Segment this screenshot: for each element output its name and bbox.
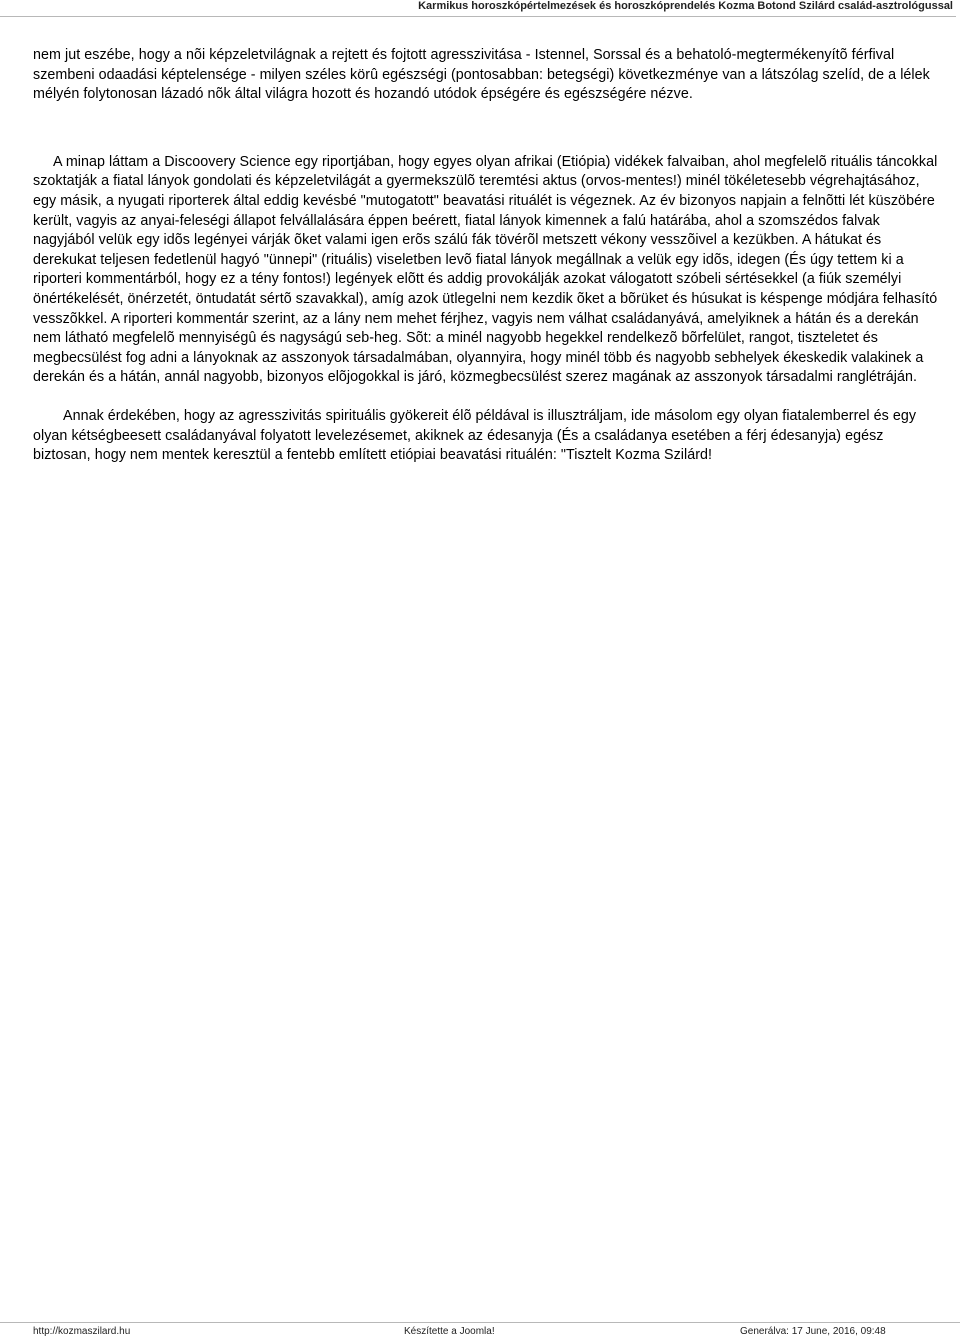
header-title: Karmikus horoszkópértelmezések és horoszkóprendelés Kozma Botond Szilárd család-asztrológussal (418, 0, 953, 12)
article-body (33, 46, 945, 466)
footer-generated-date: Generálva: 17 June, 2016, 09:48 (740, 1326, 886, 1337)
page-header (0, 0, 956, 17)
footer-url-link[interactable]: http://kozmaszilard.hu (33, 1326, 131, 1337)
page-footer (0, 1322, 960, 1339)
footer-credit: Készítette a Joomla! (404, 1326, 495, 1337)
paragraph: nem jut eszébe, hogy a nõi képzeletvilágnak a rejtett és fojtott agresszivitása - Istennel, Sorssal és a behatoló-megtermékenyítõ férfival szembeni odaadási képtelensége - milyen széles körû egészségi (pontosabban: betegségi) következménye van a látszólag szelíd, de a lélek mélyén folytonosan lázadó nõk által világra hozott és hozandó utódok épségére és egészségére nézve. (33, 47, 930, 103)
paragraph: A minap láttam a Discoovery Science egy riportjában, hogy egyes olyan afrikai (Etiópia) vidékek falvaiban, ahol megfelelõ rituális táncokkal szoktatják a fiatal lányok gondolati és képzeletvilágát a gyermekszülõ teremtési aktus (orvos-mentes!) minél tökéletesebb végrehajtásához, egy másik, a nyugati riporterek által eddig kevésbé "mutogatott" beavatási rituálét is végeznek. Az év bizonyos napjain a felnõtti lét küszöbére került, vagyis az anyai-feleségi állapot felvállalására éppen beérett, fiatal lányok kimennek a falú határába, ahol a szomszédos falvak nagyjából velük egy idõs legényei várják õket valami igen erõs szálú fák tövérõl metszett vékony vesszõivel a kezükben. A hátukat és derekukat teljesen fedetlenül hagyó "ünnepi" (rituális) viseletben levõ fiatal lányok megállnak a velük egy idõs, idegen (És úgy tettem ki a riporteri kommentárból, hogy ez a tény fontos!) legények elõtt és addig provokálják azokat válogatott szóbeli sértésekkel (a fiúk személyi önértékelését, önérzetét, öntudatát sértõ szavakkal), amíg azok ütlegelni nem kezdik õket a bõrüket és húsukat is késpenge módjára felhasító vesszõkkel. A riporteri kommentár szerint, az a lány nem mehet férjhez, vagyis nem válhat családanyává, amelyiknek a hátán és a derekán nem látható megfelelõ mennyiségû és nagyságú seb-heg. Sõt: a minél nagyobb hegekkel rendelkezõ bõrfelület, rangot, tiszteletet és megbecsülést fog adni a lányoknak az asszonyok társadalmában, olyannyira, hogy minél több és nagyobb sebhelyek ékeskedik valakinek a derekán és a hátán, annál nagyobb, bizonyos elõjogokkal is járó, közmegbecsülést szerez magának az asszonyok társadalmi ranglétráján. (33, 153, 938, 386)
paragraph: Annak érdekében, hogy az agresszivitás spirituális gyökereit élõ példával is illusztráljam, ide másolom egy olyan fiatalemberrel és egy olyan kétségbeesett családanyával folyatott levelezésemet, akiknek az édesanyja (És a családanya esetében a férj édesanyja) egész biztosan, hogy nem mentek keresztül a fentebb említett etiópiai beavatási rituálén: "Tisztelt Kozma Szilárd! (33, 407, 917, 464)
